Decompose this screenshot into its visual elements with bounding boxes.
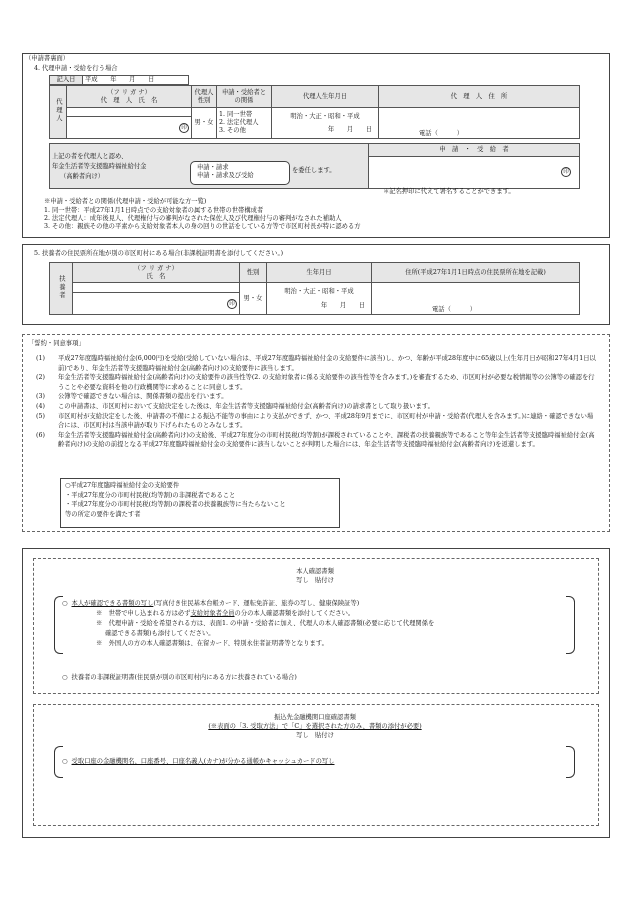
id-docs-bracket-right — [566, 596, 575, 654]
supporter-furigana-field[interactable] — [73, 283, 240, 293]
seal-icon: 印 — [227, 299, 237, 309]
supporter-birth-header: 生年月日 — [267, 263, 372, 283]
rep-birth-header: 代理人生年月日 — [272, 86, 379, 108]
bank-docs-note: (※表面の「3. 受取方法」で「C」を選択された方のみ、書類の添付が必要) — [208, 723, 422, 730]
delegate-options[interactable] — [190, 161, 290, 185]
bank-docs-line: ○ 受取口座の金融機関名、口座番号、口座名義人(カナ)が分かる通帳かキャッシュカードの写し — [62, 758, 335, 765]
pledge-item-5: 市区町村が支給決定をした後、申請書の不備による振込不能等の事由により支払ができず、かつ、平成28年9月までに、市区町村が申請・受給者(代理人を含みます。)に連絡・確認できない場合には、市区町村は当該申請が取り下げられたものとみなします。 — [58, 412, 594, 430]
relation-note-2: 2. 法定代理人：成年後見人、代理権付与の審判がなされた保佐人及び代理権付与の審判がなされた補助人 — [44, 215, 342, 222]
pledge-list: (1) 平成27年度臨時福祉給付金(6,000円)を受給(受給していない場合は、平成27年度臨時福祉給付金の支給要件に該当)し、かつ、年齢が平成28年度中に65歳以上(生年月日が昭和27年4月1日以前)であり、年金生活者等支援臨時福祉給付金(高齢者向け)の支給要件に該当します。 (2) 年金生活者等支援臨時福祉給付金(高齢者向け)の支給要件の該当性等(2. の支給対象者に係る支給要件の該当性等を含みます。)を審査するため、市区町村が必要な税情報等の公簿等の確認を行うことや必要な資料を他の行政機関等に求めることに同意します。 (3) 公簿等で確認できない場合は、関係書類の提出を行います。 (4) この申請書は、市区町村において支給決定をした後は、年金生活者等支援臨時福祉給付金(高齢者向け)の請求書として取り扱います。 (5) 市区町村が支給決定をした後、申請書の不備による振込不能等の事由により支払ができず、かつ、平成28年9月までに、市区町村が申請・受給者(代理人を含みます。)に連絡・確認できない場合には、市区町村は当該申請が取り下げられたものとみなします。 (6) 年金生活者等支援臨時福祉給付金(高齢者向け)の支給後、平成27年度分の市町村民税(均等割)が課税されていることや、課税者の扶養親族等であること等年金生活者等支援臨時福祉給付金(高齢者向け)の支給の前提となる平成27年度臨時福祉給付金の支給要件に該当しないことが判明した場合には、年金生活者等支援臨時福祉給付金(高齢者向け)を返還します。 — [36, 355, 596, 449]
entry-date-table — [49, 75, 189, 85]
relation-note-title: ※申請・受給者との関係(代理申請・受給が可能な方一覧) — [44, 198, 207, 205]
rep-furigana-field[interactable] — [67, 108, 192, 117]
id-docs-subtitle: 写し 貼付け — [296, 577, 334, 584]
seal-icon: 印 — [561, 167, 571, 177]
representative-table — [49, 85, 580, 139]
rep-name-field[interactable] — [67, 117, 192, 139]
supporter-side-label: 扶養者 — [50, 263, 73, 315]
rep-gender-field[interactable]: 男・女 — [192, 108, 217, 139]
pledge-item-1: 平成27年度臨時福祉給付金(6,000円)を受給(受給していない場合は、平成27年度臨時福祉給付金の支給要件に該当)し、かつ、年齢が平成28年度中に65歳以上(生年月日が昭和27年4月1日以前)であり、年金生活者等支援臨時福祉給付金(高齢者向け)の支給要件に該当します。 — [58, 355, 596, 372]
delegate-option-apply[interactable]: 申請・請求 — [197, 163, 229, 171]
rep-relation-header: 申請・受給者との関係 — [217, 86, 272, 108]
bank-docs-subtitle: 写し 貼付け — [296, 732, 334, 739]
pledge-title: 「誓約・同意事項」 — [28, 340, 85, 347]
applicant-header: 申 請 ・ 受 給 者 — [369, 144, 580, 157]
rep-gender-header: 代理人性別 — [192, 86, 217, 108]
delegate-option-apply-receive[interactable]: 申請・請求及び受給 — [197, 171, 254, 179]
supporter-address-header: 住所(平成27年1月1日時点の住民票所在地を記載) — [372, 263, 580, 283]
relation-note-3: 3. その他：親族その他の平素から支給対象者本人の身の回りの世話をしている方等で市区町村長が特に認める方 — [44, 223, 361, 230]
supporter-address-field[interactable]: 電話（ ） — [372, 283, 580, 315]
rep-name-header: （フ リ ガ ナ） 代 理 人 氏 名 — [67, 86, 192, 108]
page-side-label: （申請書裏面） — [25, 55, 70, 62]
delegation-table — [49, 143, 580, 189]
nontax-certificate-line: ○ 扶養者の非課税証明書(住民票が別の市区町村内にある方に扶養されている場合) — [62, 674, 297, 681]
rep-address-field[interactable]: 電話（ ） — [379, 108, 580, 139]
section-4-title: 4. 代理申請・受給を行う場合 — [34, 65, 118, 72]
seal-note: ＊記名押印に代えて署名することができます。 — [383, 188, 515, 195]
pledge-item-3: 公簿等で確認できない場合は、関係書類の提出を行います。 — [58, 393, 228, 401]
rep-relation-field[interactable]: 1. 同一世帯 2. 法定代理人 3. その他 — [217, 108, 272, 139]
seal-icon: 印 — [179, 123, 189, 133]
id-docs-note-1: ※ 世帯で申し込まれる方は必ず支給対象者全員の分の本人確認書類を添付してください。 — [96, 610, 355, 617]
relation-note-1: 1. 同一世帯：平成27年1月1日時点での支給対象者の属する世帯の世帯構成者 — [44, 207, 264, 214]
entry-date-field[interactable]: 平成 年 月 日 — [83, 76, 189, 85]
id-docs-note-2a: ※ 代理申請・受給を希望される方は、表面1. の申請・受給者に加え、代理人の本人確認書類(必要に応じて代理関係を — [96, 620, 435, 627]
rep-birth-field[interactable]: 明治・大正・昭和・平成 年 月 日 — [272, 108, 379, 139]
id-docs-note-2b: 確認できる書類)も添付してください。 — [105, 630, 215, 637]
delegation-statement: 上記の者を代理人と認め、 年金生活者等支援臨時福祉給付金 （高齢者向け） 申請・請求 申請・請求及び受給 を委任します。 — [50, 144, 369, 189]
supporter-gender-header: 性別 — [240, 263, 267, 283]
bank-docs-title: 振込先金融機関口座確認書類 — [274, 714, 356, 721]
supporter-table — [49, 262, 580, 315]
id-docs-title: 本人確認書類 — [296, 568, 334, 575]
supporter-gender-field[interactable]: 男・女 — [240, 283, 267, 315]
rep-side-label: 代理人 — [50, 86, 67, 139]
pledge-item-6: 年金生活者等支援臨時福祉給付金(高齢者向け)の支給後、平成27年度分の市町村民税(均等割)が課税されていることや、課税者の扶養親族等であること等年金生活者等支援臨時福祉給付金(高齢者向け)の支給の前提となる平成27年度臨時福祉給付金の支給要件に該当しないことが判明した場合には、年金生活者等支援臨時福祉給付金(高齢者向け)を返還します。 — [58, 431, 595, 449]
section-5-title: 5. 扶養者の住民票所在地が別の市区町村にある場合(非課税証明書を添付してください。) — [34, 250, 284, 257]
bank-docs-bracket-right — [566, 746, 575, 778]
pledge-item-2: 年金生活者等支援臨時福祉給付金(高齢者向け)の支給要件の該当性等(2. の支給対象者に係る支給要件の該当性等を含みます。)を審査するため、市区町村が必要な税情報等の公簿等の確認を行うことや必要な資料を他の行政機関等に求めることに同意します。 — [58, 374, 595, 391]
pledge-item-4: この申請書は、市区町村において支給決定をした後は、年金生活者等支援臨時福祉給付金(高齢者向け)の請求書として取り扱います。 — [58, 402, 434, 410]
supporter-birth-field[interactable]: 明治・大正・昭和・平成 年 月 日 — [267, 283, 372, 315]
id-docs-note-3: ※ 外国人の方の本人確認書類は、在留カード、特別永住者証明書等となります。 — [96, 640, 328, 647]
supporter-name-field[interactable] — [73, 293, 240, 315]
rep-address-header: 代 理 人 住 所 — [379, 86, 580, 108]
supporter-name-header: （フ リ ガ ナ） 氏 名 — [73, 263, 240, 283]
entry-date-label: 記入日 — [50, 76, 83, 85]
applicant-field[interactable] — [369, 156, 580, 188]
requirements-box: ○平成27年度臨時福祉給付金の支給要件 ・平成27年度分の市町村民税(均等割)の非課税者であること ・平成27年度分の市町村民税(均等割)の課税者の扶養親族等に当たらないこと 等の所定の要件を満たす者 — [60, 478, 340, 528]
id-docs-main-line: ○ 本人が確認できる書類の写し(写真付き住民基本台帳カード、運転免許証、旅券の写し、健康保険証等) — [62, 600, 360, 607]
